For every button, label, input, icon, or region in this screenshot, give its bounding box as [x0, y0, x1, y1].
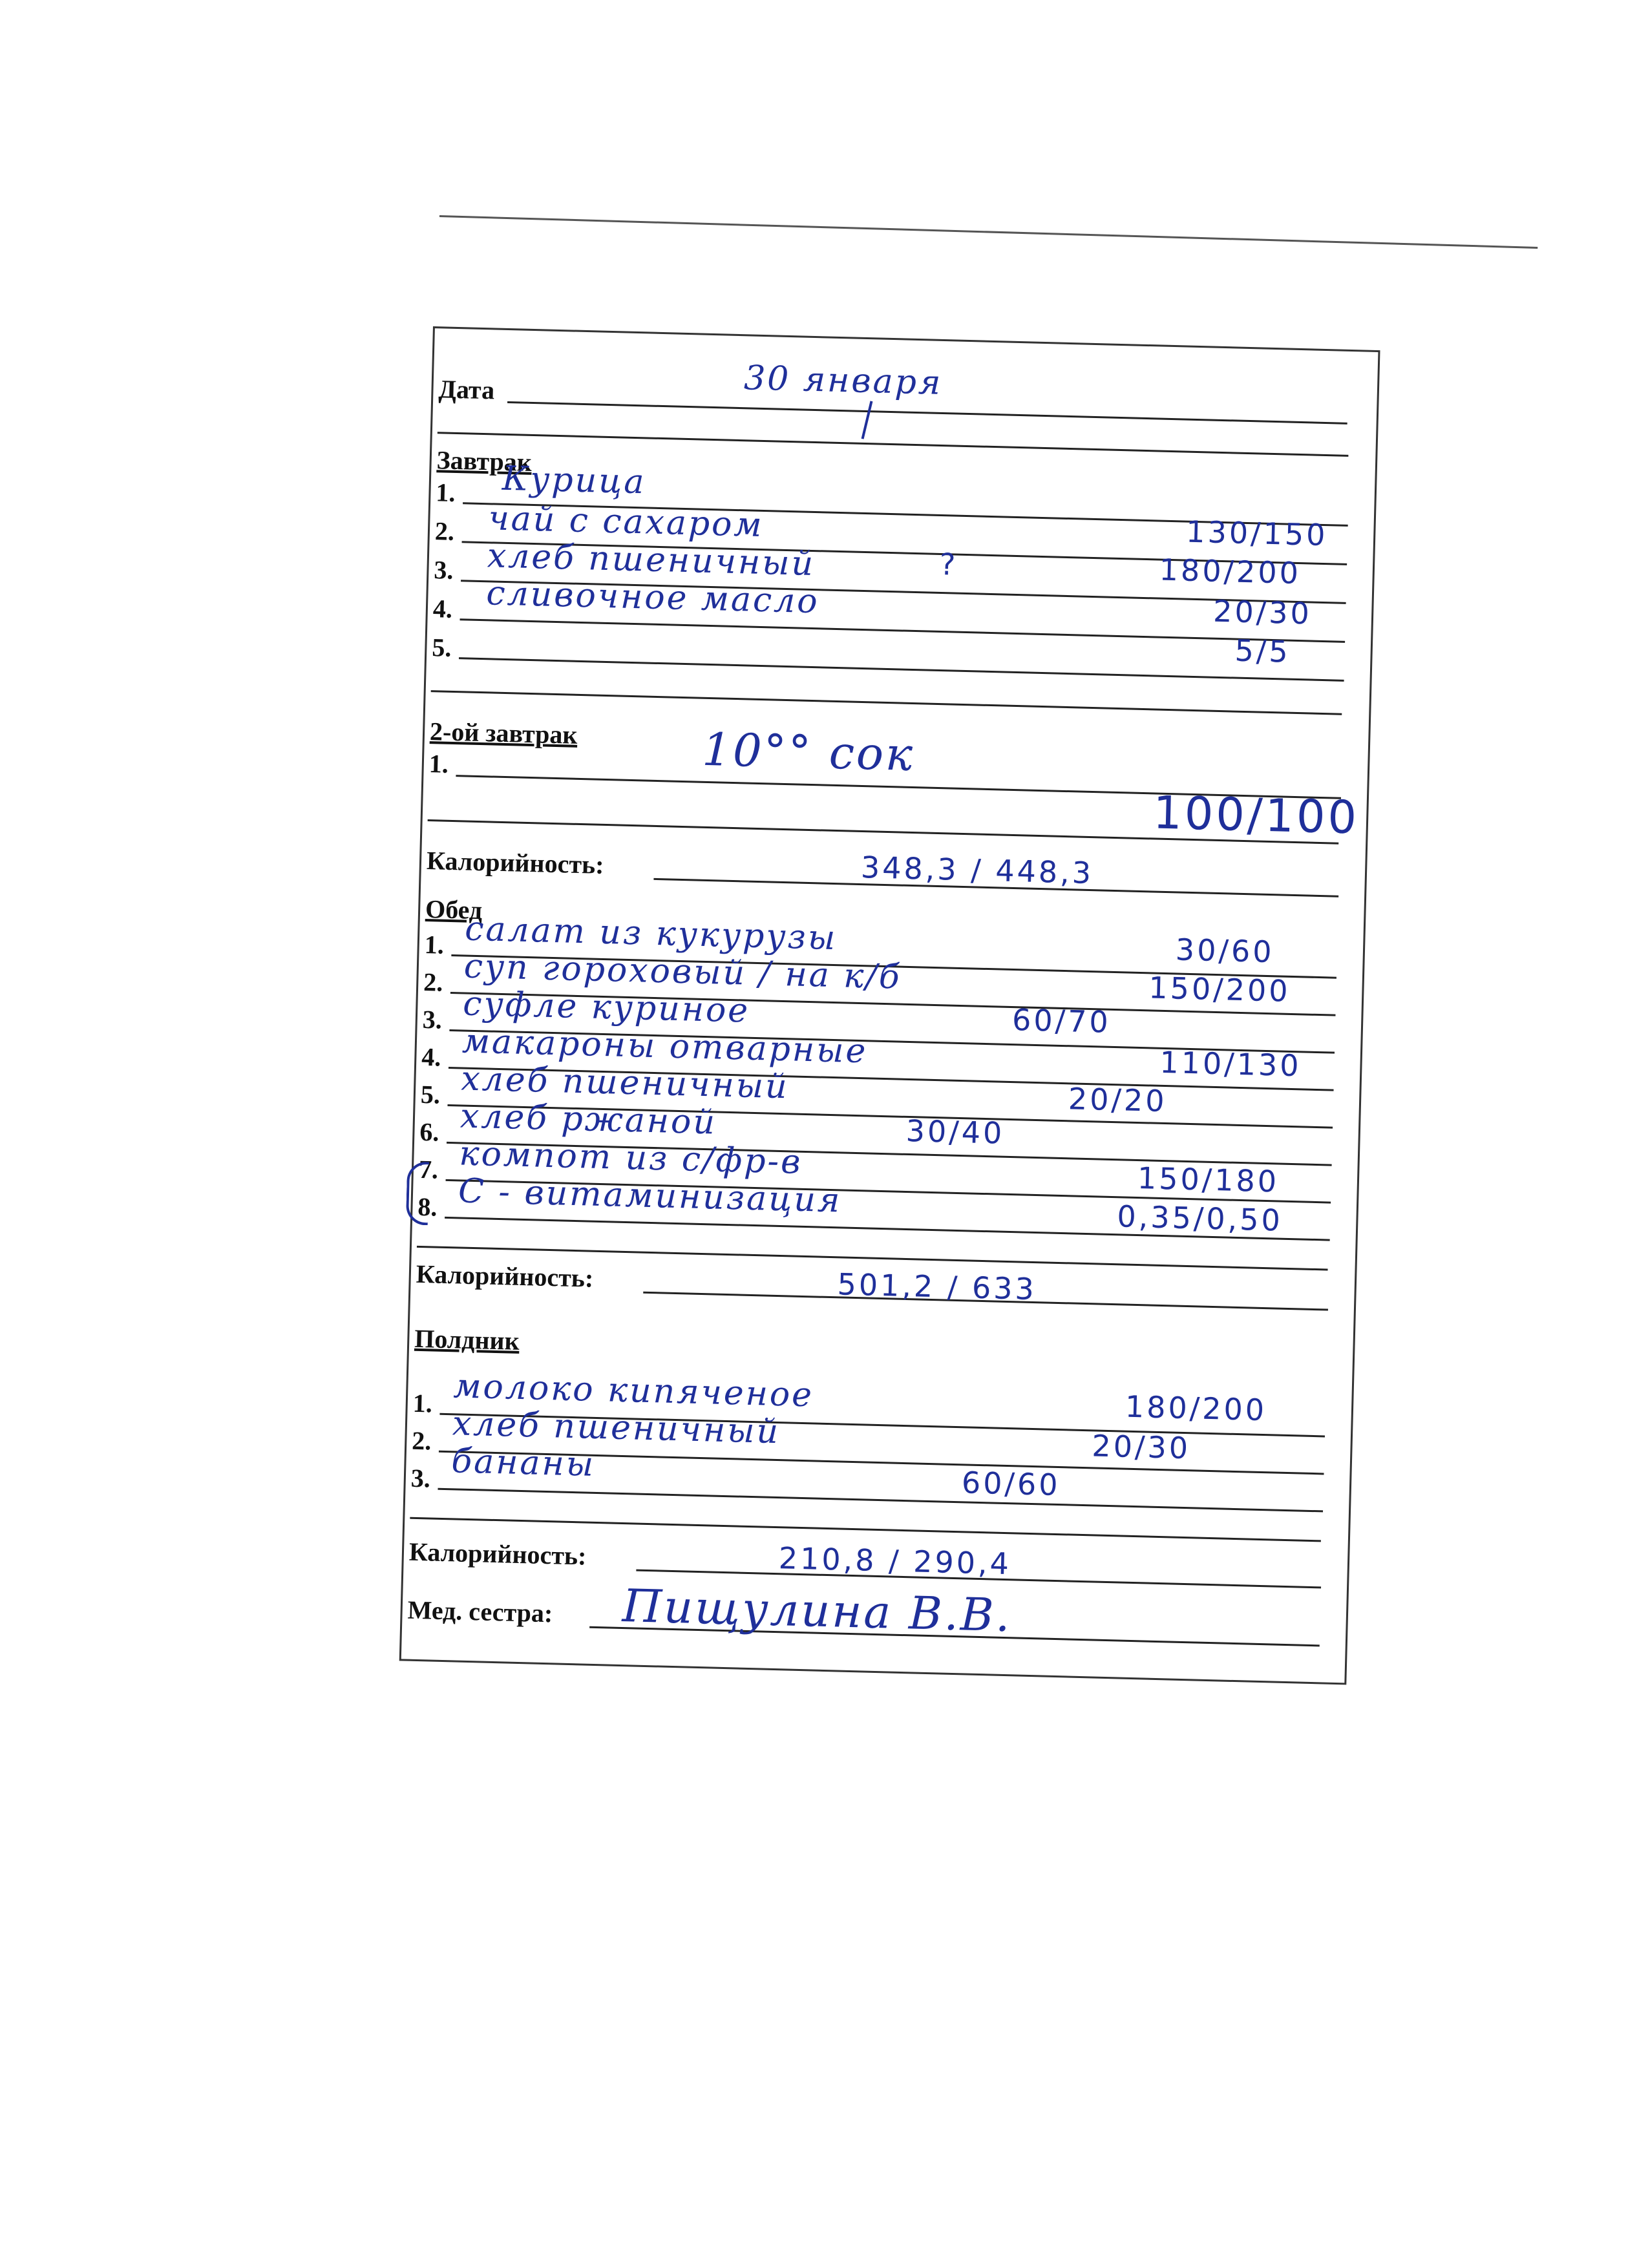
calories-value-2: 501,2 / 633 [837, 1266, 1037, 1307]
breakfast-question-mark: ? [939, 546, 959, 582]
breakfast-rule-4 [460, 618, 1345, 643]
calories-value-3: 210,8 / 290,4 [778, 1540, 1012, 1582]
lunch-num-4: 4. [421, 1042, 441, 1072]
breakfast-num-1: 1. [435, 478, 456, 507]
date-rule-2 [438, 432, 1349, 457]
menu-form-sheet [399, 326, 1380, 1685]
date-value: 30 января [743, 359, 944, 403]
second-breakfast-title: 2-ой завтрак [429, 717, 578, 750]
snack-num-2: 2. [411, 1425, 432, 1456]
breakfast-title: Завтрак [436, 445, 533, 477]
snack-rule-end [410, 1517, 1321, 1542]
second-breakfast-food-1: 10°° сок [701, 722, 915, 782]
lunch-num-7: 7. [418, 1154, 439, 1184]
snack-num-3: 3. [410, 1463, 431, 1493]
calories-label-2: Калорийность: [416, 1259, 594, 1293]
lunch-num-3: 3. [422, 1004, 443, 1034]
second-breakfast-qty-1: 100/100 [1152, 786, 1360, 845]
lunch-num-5: 5. [420, 1079, 441, 1109]
scan-edge-line [439, 215, 1537, 249]
breakfast-qty-5: 5/5 [1234, 633, 1291, 669]
nurse-label: Мед. сестра: [407, 1595, 553, 1628]
nurse-signature: Пищулина В.В. [621, 1579, 1013, 1643]
snack-food-1: молоко кипяченое [452, 1367, 814, 1415]
breakfast-food-3: хлеб пшеничный [487, 536, 816, 584]
date-rule [507, 401, 1347, 425]
lunch-qty-8: 0,35/0,50 [1116, 1199, 1284, 1238]
snack-qty-1: 180/200 [1125, 1389, 1267, 1428]
lunch-food-8: С - витаминизация [458, 1171, 843, 1221]
snack-food-3: бананы [450, 1442, 596, 1484]
breakfast-qty-3: 180/200 [1159, 552, 1302, 591]
lunch-qty-4: 110/130 [1159, 1044, 1302, 1084]
calories-value-1: 348,3 / 448,3 [860, 850, 1094, 891]
lunch-num-1: 1. [424, 929, 445, 960]
breakfast-num-2: 2. [434, 516, 455, 546]
snack-title: Полдник [414, 1323, 520, 1356]
lunch-num-8: 8. [417, 1192, 438, 1222]
lunch-food-2: суп гороховый / на к/б [463, 947, 902, 997]
breakfast-rule-end [431, 690, 1342, 715]
calories-label-3: Калорийность: [408, 1537, 587, 1571]
snack-rule-3 [438, 1488, 1323, 1513]
breakfast-num-3: 3. [433, 555, 454, 585]
lunch-food-7: компот из с/фр-в [458, 1134, 803, 1182]
breakfast-food-1: Курица [502, 459, 647, 502]
lunch-food-3: суфле куриное [462, 984, 750, 1031]
snack-qty-3: 60/60 [961, 1465, 1061, 1503]
date-slash-mark [861, 401, 873, 439]
date-label: Дата [438, 374, 495, 405]
lunch-num-6: 6. [419, 1117, 440, 1147]
lunch-food-5: хлеб пшеничный [460, 1059, 790, 1107]
snack-qty-2: 20/30 [1091, 1428, 1191, 1466]
second-breakfast-num-1: 1. [428, 749, 449, 779]
breakfast-qty-4: 20/30 [1212, 593, 1313, 631]
lunch-food-4: макароны отварные [461, 1022, 869, 1071]
lunch-qty-2: 150/200 [1148, 970, 1291, 1009]
lunch-qty-7: 150/180 [1137, 1160, 1280, 1199]
breakfast-num-4: 4. [432, 594, 453, 624]
lunch-num-2: 2. [423, 967, 443, 997]
lunch-qty-6: 30/40 [905, 1113, 1005, 1151]
snack-food-2: хлеб пшеничный [452, 1404, 781, 1452]
breakfast-food-2: чай с сахаром [487, 499, 765, 545]
calories-label-1: Калорийность: [426, 846, 605, 879]
lunch-qty-3: 60/70 [1011, 1002, 1112, 1040]
breakfast-qty-2: 130/150 [1185, 514, 1329, 553]
lunch-title: Обед [425, 894, 483, 925]
breakfast-rule-5 [459, 657, 1344, 682]
lunch-food-1: салат из кукурузы [464, 909, 838, 958]
lunch-qty-1: 30/60 [1175, 932, 1275, 970]
snack-num-1: 1. [412, 1388, 433, 1418]
lunch-food-6: хлеб ржаной [460, 1097, 717, 1142]
breakfast-food-4: сливочное масло [485, 574, 820, 622]
lunch-qty-5: 20/20 [1068, 1081, 1168, 1119]
breakfast-num-5: 5. [431, 633, 452, 662]
